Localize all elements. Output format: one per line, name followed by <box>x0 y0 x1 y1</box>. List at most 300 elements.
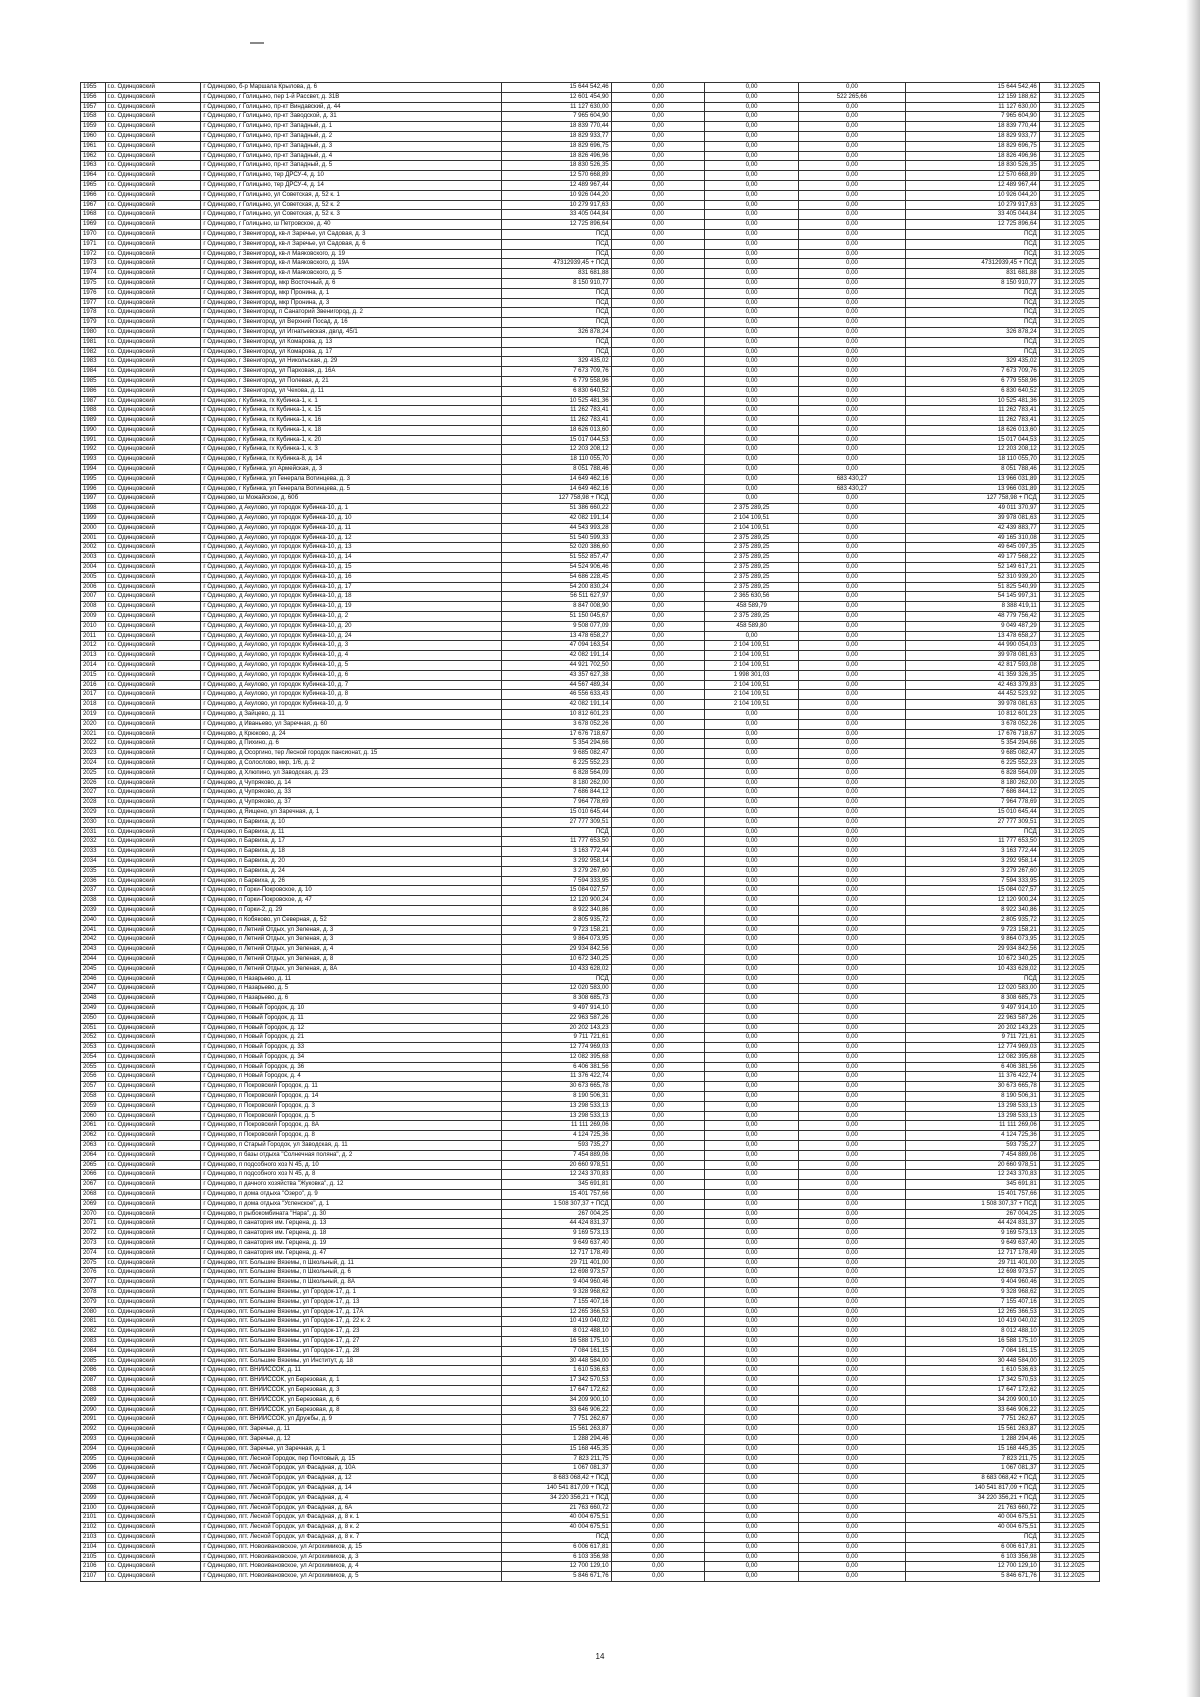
column6-cell: 0,00 <box>705 308 799 318</box>
district-cell: г.о. Одинцовский <box>105 1209 201 1219</box>
amount-cell: ПСД <box>502 318 611 328</box>
column6-cell: 0,00 <box>705 847 799 857</box>
total-cell: 8 683 068,42 + ПСД <box>905 1474 1039 1484</box>
amount-cell: 329 435,02 <box>502 357 611 367</box>
district-cell: г.о. Одинцовский <box>105 141 201 151</box>
date-cell: 31.12.2025 <box>1039 514 1099 524</box>
date-cell: 31.12.2025 <box>1039 308 1099 318</box>
amount-cell: 9 404 960,46 <box>502 1278 611 1288</box>
total-cell: ПСД <box>905 298 1039 308</box>
column7-cell: 0,00 <box>798 954 905 964</box>
table-row <box>81 1141 1100 1151</box>
date-cell: 31.12.2025 <box>1039 1101 1099 1111</box>
column6-cell: 0,00 <box>705 905 799 915</box>
column5-cell: 0,00 <box>611 161 705 171</box>
date-cell: 31.12.2025 <box>1039 984 1099 994</box>
column6-cell: 0,00 <box>705 876 799 886</box>
district-cell: г.о. Одинцовский <box>105 249 201 259</box>
row-number-cell: 2102 <box>81 1523 106 1533</box>
address-cell: г Одинцово, пгт. Лесной Городок, ул Фасадная, д. 8 к. 7 <box>201 1532 502 1542</box>
column5-cell: 0,00 <box>611 1434 705 1444</box>
district-cell: г.о. Одинцовский <box>105 1493 201 1503</box>
table-row <box>81 582 1100 592</box>
address-cell: г Одинцово, пгт. ВНИИССОК, ул Березовая, д. 3 <box>201 1385 502 1395</box>
address-cell: г Одинцово, г Звенигород, мкр Восточный, д. 6 <box>201 278 502 288</box>
address-cell: г Одинцово, п санатория им. Герцена, д. 13 <box>201 1219 502 1229</box>
date-cell: 31.12.2025 <box>1039 141 1099 151</box>
amount-cell: 6 006 617,81 <box>502 1542 611 1552</box>
column7-cell: 0,00 <box>798 984 905 994</box>
district-cell: г.о. Одинцовский <box>105 1219 201 1229</box>
address-cell: г Одинцово, пгт. Заречье, д. 11 <box>201 1425 502 1435</box>
table-row <box>81 376 1100 386</box>
column6-cell: 2 104 109,51 <box>705 523 799 533</box>
column5-cell: 0,00 <box>611 768 705 778</box>
row-number-cell: 2006 <box>81 582 106 592</box>
column6-cell: 2 375 289,25 <box>705 543 799 553</box>
amount-cell: 13 298 533,13 <box>502 1111 611 1121</box>
date-cell: 31.12.2025 <box>1039 416 1099 426</box>
column6-cell: 0,00 <box>705 631 799 641</box>
table-row <box>81 112 1100 122</box>
column6-cell: 2 104 109,51 <box>705 641 799 651</box>
amount-cell: 9 649 637,40 <box>502 1239 611 1249</box>
table-row <box>81 1542 1100 1552</box>
total-cell: 9 328 968,62 <box>905 1288 1039 1298</box>
amount-cell: ПСД <box>502 229 611 239</box>
total-cell: 9 649 637,40 <box>905 1239 1039 1249</box>
column7-cell: 0,00 <box>798 592 905 602</box>
column5-cell: 0,00 <box>611 758 705 768</box>
amount-cell: 20 660 978,51 <box>502 1160 611 1170</box>
column7-cell: 0,00 <box>798 141 905 151</box>
district-cell: г.о. Одинцовский <box>105 1483 201 1493</box>
date-cell: 31.12.2025 <box>1039 1483 1099 1493</box>
date-cell: 31.12.2025 <box>1039 131 1099 141</box>
column5-cell: 0,00 <box>611 1483 705 1493</box>
total-cell: 22 963 587,26 <box>905 1013 1039 1023</box>
district-cell: г.о. Одинцовский <box>105 543 201 553</box>
row-number-cell: 2023 <box>81 749 106 759</box>
column7-cell: 0,00 <box>798 435 905 445</box>
column6-cell: 0,00 <box>705 1278 799 1288</box>
date-cell: 31.12.2025 <box>1039 788 1099 798</box>
date-cell: 31.12.2025 <box>1039 1023 1099 1033</box>
date-cell: 31.12.2025 <box>1039 249 1099 259</box>
row-number-cell: 2087 <box>81 1376 106 1386</box>
total-cell: 5 846 671,76 <box>905 1572 1039 1582</box>
amount-cell: 18 839 770,44 <box>502 122 611 132</box>
column5-cell: 0,00 <box>611 817 705 827</box>
date-cell: 31.12.2025 <box>1039 1229 1099 1239</box>
column5-cell: 0,00 <box>611 151 705 161</box>
amount-cell: 7 751 262,67 <box>502 1415 611 1425</box>
address-cell: г Одинцово, д Чупряково, д. 14 <box>201 778 502 788</box>
table-row <box>81 1405 1100 1415</box>
amount-cell: 15 017 044,53 <box>502 435 611 445</box>
total-cell: 10 926 044,20 <box>905 190 1039 200</box>
table-row <box>81 523 1100 533</box>
row-number-cell: 2080 <box>81 1307 106 1317</box>
amount-cell: 9 711 721,61 <box>502 1033 611 1043</box>
district-cell: г.о. Одинцовский <box>105 994 201 1004</box>
address-cell: г Одинцово, пгт. Лесной Городок, ул Фасадная, д. 10А <box>201 1464 502 1474</box>
address-cell: г Одинцово, п Назарьево, д. 6 <box>201 994 502 1004</box>
column7-cell: 0,00 <box>798 602 905 612</box>
address-cell: г Одинцово, п подсобного хоз N 45, д. 8 <box>201 1170 502 1180</box>
column5-cell: 0,00 <box>611 269 705 279</box>
district-cell: г.о. Одинцовский <box>105 1082 201 1092</box>
district-cell: г.о. Одинцовский <box>105 866 201 876</box>
column7-cell: 522 265,66 <box>798 92 905 102</box>
date-cell: 31.12.2025 <box>1039 1434 1099 1444</box>
table-row <box>81 347 1100 357</box>
date-cell: 31.12.2025 <box>1039 1542 1099 1552</box>
date-cell: 31.12.2025 <box>1039 572 1099 582</box>
table-row <box>81 1434 1100 1444</box>
column7-cell: 0,00 <box>798 1425 905 1435</box>
table-row <box>81 994 1100 1004</box>
table-row <box>81 1121 1100 1131</box>
row-number-cell: 2093 <box>81 1434 106 1444</box>
district-cell: г.о. Одинцовский <box>105 1337 201 1347</box>
address-cell: г Одинцово, п Барвиха, д. 24 <box>201 866 502 876</box>
column6-cell: 0,00 <box>705 131 799 141</box>
total-cell: 12 570 668,89 <box>905 171 1039 181</box>
amount-cell: ПСД <box>502 298 611 308</box>
column7-cell: 0,00 <box>798 445 905 455</box>
district-cell: г.о. Одинцовский <box>105 239 201 249</box>
date-cell: 31.12.2025 <box>1039 327 1099 337</box>
column5-cell: 0,00 <box>611 1454 705 1464</box>
column6-cell: 0,00 <box>705 1366 799 1376</box>
column5-cell: 0,00 <box>611 1190 705 1200</box>
table-row <box>81 1150 1100 1160</box>
column7-cell: 0,00 <box>798 1385 905 1395</box>
total-cell: 3 163 772,44 <box>905 847 1039 857</box>
date-cell: 31.12.2025 <box>1039 1278 1099 1288</box>
column7-cell: 0,00 <box>798 1493 905 1503</box>
total-cell: 29 711 401,00 <box>905 1258 1039 1268</box>
table-row <box>81 1288 1100 1298</box>
amount-cell: 6 225 552,23 <box>502 758 611 768</box>
date-cell: 31.12.2025 <box>1039 1052 1099 1062</box>
amount-cell: 34 220 356,21 + ПСД <box>502 1493 611 1503</box>
address-cell: г Одинцово, д Акулово, ул городок Кубинка-10, д. 11 <box>201 523 502 533</box>
address-cell: г Одинцово, д Акулово, ул городок Кубинка-10, д. 18 <box>201 592 502 602</box>
amount-cell: 10 672 340,25 <box>502 954 611 964</box>
row-number-cell: 2035 <box>81 866 106 876</box>
date-cell: 31.12.2025 <box>1039 83 1099 93</box>
column7-cell: 0,00 <box>798 1239 905 1249</box>
table-row <box>81 602 1100 612</box>
date-cell: 31.12.2025 <box>1039 200 1099 210</box>
address-cell: г Одинцово, г Кубинка, ул Генерала Вотинцева, д. 5 <box>201 484 502 494</box>
column6-cell: 0,00 <box>705 1101 799 1111</box>
total-cell: 21 763 660,72 <box>905 1503 1039 1513</box>
amount-cell: 1 610 536,63 <box>502 1366 611 1376</box>
row-number-cell: 2104 <box>81 1542 106 1552</box>
district-cell: г.о. Одинцовский <box>105 288 201 298</box>
date-cell: 31.12.2025 <box>1039 357 1099 367</box>
date-cell: 31.12.2025 <box>1039 945 1099 955</box>
address-cell: г Одинцово, д Акулово, ул городок Кубинка-10, д. 2 <box>201 612 502 622</box>
date-cell: 31.12.2025 <box>1039 964 1099 974</box>
table-row <box>81 1464 1100 1474</box>
amount-cell: 7 084 161,15 <box>502 1346 611 1356</box>
column6-cell: 0,00 <box>705 1258 799 1268</box>
district-cell: г.о. Одинцовский <box>105 670 201 680</box>
total-cell: ПСД <box>905 318 1039 328</box>
column5-cell: 0,00 <box>611 1474 705 1484</box>
column7-cell: 0,00 <box>798 1219 905 1229</box>
total-cell: 8 922 340,86 <box>905 905 1039 915</box>
total-cell: 9 497 914,10 <box>905 1003 1039 1013</box>
date-cell: 31.12.2025 <box>1039 1562 1099 1572</box>
amount-cell: 11 262 783,41 <box>502 416 611 426</box>
date-cell: 31.12.2025 <box>1039 367 1099 377</box>
table-row <box>81 1160 1100 1170</box>
table-row <box>81 572 1100 582</box>
column6-cell: 2 375 289,25 <box>705 504 799 514</box>
date-cell: 31.12.2025 <box>1039 1160 1099 1170</box>
column5-cell: 0,00 <box>611 425 705 435</box>
column7-cell: 0,00 <box>798 778 905 788</box>
district-cell: г.о. Одинцовский <box>105 1464 201 1474</box>
table-row <box>81 1337 1100 1347</box>
total-cell: 7 751 262,67 <box>905 1415 1039 1425</box>
row-number-cell: 1973 <box>81 259 106 269</box>
column5-cell: 0,00 <box>611 690 705 700</box>
amount-cell: 8 683 068,42 + ПСД <box>502 1474 611 1484</box>
total-cell: 9 169 573,13 <box>905 1229 1039 1239</box>
column7-cell: 0,00 <box>798 719 905 729</box>
total-cell: 9 049 487,29 <box>905 621 1039 631</box>
row-number-cell: 2063 <box>81 1141 106 1151</box>
district-cell: г.о. Одинцовский <box>105 445 201 455</box>
district-cell: г.о. Одинцовский <box>105 1434 201 1444</box>
column5-cell: 0,00 <box>611 1209 705 1219</box>
column7-cell: 0,00 <box>798 1101 905 1111</box>
column6-cell: 0,00 <box>705 1062 799 1072</box>
register-table-body <box>81 83 1100 1582</box>
row-number-cell: 2004 <box>81 563 106 573</box>
district-cell: г.о. Одинцовский <box>105 886 201 896</box>
column7-cell: 0,00 <box>798 1180 905 1190</box>
row-number-cell: 2043 <box>81 945 106 955</box>
total-cell: 6 830 640,52 <box>905 386 1039 396</box>
amount-cell: 8 190 506,31 <box>502 1092 611 1102</box>
column7-cell: 0,00 <box>798 739 905 749</box>
column6-cell: 0,00 <box>705 92 799 102</box>
row-number-cell: 2052 <box>81 1033 106 1043</box>
table-row <box>81 1415 1100 1425</box>
row-number-cell: 1981 <box>81 337 106 347</box>
total-cell: 8 051 788,46 <box>905 465 1039 475</box>
column7-cell: 0,00 <box>798 112 905 122</box>
date-cell: 31.12.2025 <box>1039 1219 1099 1229</box>
column6-cell: 0,00 <box>705 739 799 749</box>
column6-cell: 0,00 <box>705 249 799 259</box>
date-cell: 31.12.2025 <box>1039 1317 1099 1327</box>
total-cell: 15 017 044,53 <box>905 435 1039 445</box>
total-cell: 15 084 027,57 <box>905 886 1039 896</box>
table-row <box>81 396 1100 406</box>
row-number-cell: 2056 <box>81 1072 106 1082</box>
amount-cell: ПСД <box>502 1532 611 1542</box>
row-number-cell: 1958 <box>81 112 106 122</box>
column7-cell: 0,00 <box>798 1523 905 1533</box>
column6-cell: 0,00 <box>705 964 799 974</box>
column6-cell: 0,00 <box>705 396 799 406</box>
column7-cell: 0,00 <box>798 925 905 935</box>
column5-cell: 0,00 <box>611 514 705 524</box>
address-cell: г Одинцово, г Кубинка, гх Кубинка-1, к. 3 <box>201 445 502 455</box>
column6-cell: 458 589,79 <box>705 602 799 612</box>
date-cell: 31.12.2025 <box>1039 504 1099 514</box>
district-cell: г.о. Одинцовский <box>105 298 201 308</box>
address-cell: г Одинцово, п Кобяково, ул Северная, д. 52 <box>201 915 502 925</box>
date-cell: 31.12.2025 <box>1039 484 1099 494</box>
row-number-cell: 2078 <box>81 1288 106 1298</box>
date-cell: 31.12.2025 <box>1039 700 1099 710</box>
column6-cell: 0,00 <box>705 778 799 788</box>
column6-cell: 0,00 <box>705 1219 799 1229</box>
column7-cell: 0,00 <box>798 455 905 465</box>
column5-cell: 0,00 <box>611 278 705 288</box>
column5-cell: 0,00 <box>611 298 705 308</box>
district-cell: г.о. Одинцовский <box>105 347 201 357</box>
column6-cell: 0,00 <box>705 1003 799 1013</box>
column6-cell: 0,00 <box>705 915 799 925</box>
column7-cell: 0,00 <box>798 514 905 524</box>
table-row <box>81 1513 1100 1523</box>
column7-cell: 0,00 <box>798 876 905 886</box>
date-cell: 31.12.2025 <box>1039 1523 1099 1533</box>
address-cell: г Одинцово, пгт. Новоивановское, ул Агрохимиков, д. 15 <box>201 1542 502 1552</box>
row-number-cell: 2032 <box>81 837 106 847</box>
district-cell: г.о. Одинцовский <box>105 1141 201 1151</box>
column6-cell: 0,00 <box>705 210 799 220</box>
address-cell: г Одинцово, пгт. Большие Вяземы, п Школьный, д. 8А <box>201 1278 502 1288</box>
total-cell: 29 934 842,56 <box>905 945 1039 955</box>
column7-cell: 0,00 <box>798 768 905 778</box>
total-cell: 7 673 709,76 <box>905 367 1039 377</box>
date-cell: 31.12.2025 <box>1039 1474 1099 1484</box>
column7-cell: 0,00 <box>798 935 905 945</box>
district-cell: г.о. Одинцовский <box>105 337 201 347</box>
column6-cell: 0,00 <box>705 925 799 935</box>
district-cell: г.о. Одинцовский <box>105 837 201 847</box>
column5-cell: 0,00 <box>611 1013 705 1023</box>
total-cell: 17 647 172,62 <box>905 1385 1039 1395</box>
column6-cell: 0,00 <box>705 1023 799 1033</box>
column6-cell: 0,00 <box>705 788 799 798</box>
row-number-cell: 1994 <box>81 465 106 475</box>
table-row <box>81 1033 1100 1043</box>
column7-cell: 0,00 <box>798 122 905 132</box>
amount-cell: 3 279 267,60 <box>502 866 611 876</box>
table-row <box>81 425 1100 435</box>
total-cell: 18 830 526,35 <box>905 161 1039 171</box>
table-row <box>81 416 1100 426</box>
table-row <box>81 190 1100 200</box>
total-cell: 44 452 523,92 <box>905 690 1039 700</box>
column5-cell: 0,00 <box>611 1101 705 1111</box>
column6-cell: 0,00 <box>705 1425 799 1435</box>
row-number-cell: 2097 <box>81 1474 106 1484</box>
column7-cell: 0,00 <box>798 190 905 200</box>
column5-cell: 0,00 <box>611 905 705 915</box>
column5-cell: 0,00 <box>611 504 705 514</box>
column7-cell: 0,00 <box>798 1464 905 1474</box>
column6-cell: 0,00 <box>705 1170 799 1180</box>
total-cell: 39 978 081,63 <box>905 514 1039 524</box>
total-cell: 9 404 960,46 <box>905 1278 1039 1288</box>
total-cell: 11 376 422,74 <box>905 1072 1039 1082</box>
total-cell: 42 817 593,08 <box>905 661 1039 671</box>
column6-cell: 0,00 <box>705 406 799 416</box>
row-number-cell: 2047 <box>81 984 106 994</box>
column5-cell: 0,00 <box>611 621 705 631</box>
amount-cell: 27 777 309,51 <box>502 817 611 827</box>
district-cell: г.о. Одинцовский <box>105 151 201 161</box>
column6-cell: 0,00 <box>705 1356 799 1366</box>
district-cell: г.о. Одинцовский <box>105 229 201 239</box>
column5-cell: 0,00 <box>611 1425 705 1435</box>
column5-cell: 0,00 <box>611 661 705 671</box>
amount-cell: ПСД <box>502 337 611 347</box>
total-cell: 42 463 379,83 <box>905 680 1039 690</box>
column7-cell: 0,00 <box>798 1434 905 1444</box>
address-cell: г Одинцово, п Летний Отдых, ул Зеленая, д. 4 <box>201 945 502 955</box>
date-cell: 31.12.2025 <box>1039 680 1099 690</box>
table-row <box>81 161 1100 171</box>
column7-cell: 0,00 <box>798 1170 905 1180</box>
date-cell: 31.12.2025 <box>1039 1552 1099 1562</box>
address-cell: г Одинцово, п санатория им. Герцена, д. 47 <box>201 1248 502 1258</box>
total-cell: 34 209 900,10 <box>905 1395 1039 1405</box>
column5-cell: 0,00 <box>611 1043 705 1053</box>
district-cell: г.о. Одинцовский <box>105 161 201 171</box>
column5-cell: 0,00 <box>611 210 705 220</box>
column6-cell: 0,00 <box>705 1131 799 1141</box>
column6-cell: 2 104 109,51 <box>705 661 799 671</box>
total-cell: 326 878,24 <box>905 327 1039 337</box>
column7-cell: 0,00 <box>798 994 905 1004</box>
amount-cell: 18 829 933,77 <box>502 131 611 141</box>
total-cell: 18 826 496,96 <box>905 151 1039 161</box>
district-cell: г.о. Одинцовский <box>105 1131 201 1141</box>
row-number-cell: 2099 <box>81 1493 106 1503</box>
date-cell: 31.12.2025 <box>1039 337 1099 347</box>
district-cell: г.о. Одинцовский <box>105 553 201 563</box>
column6-cell: 0,00 <box>705 710 799 720</box>
column6-cell: 0,00 <box>705 318 799 328</box>
column7-cell: 0,00 <box>798 1454 905 1464</box>
address-cell: г Одинцово, г Голицыно, пр-кт Западный, д. 1 <box>201 122 502 132</box>
table-row <box>81 337 1100 347</box>
date-cell: 31.12.2025 <box>1039 1366 1099 1376</box>
amount-cell: 345 691,81 <box>502 1180 611 1190</box>
column7-cell: 0,00 <box>798 357 905 367</box>
amount-cell: 1 288 294,46 <box>502 1434 611 1444</box>
district-cell: г.о. Одинцовский <box>105 631 201 641</box>
date-cell: 31.12.2025 <box>1039 318 1099 328</box>
date-cell: 31.12.2025 <box>1039 1513 1099 1523</box>
column6-cell: 0,00 <box>705 768 799 778</box>
row-number-cell: 1988 <box>81 406 106 416</box>
